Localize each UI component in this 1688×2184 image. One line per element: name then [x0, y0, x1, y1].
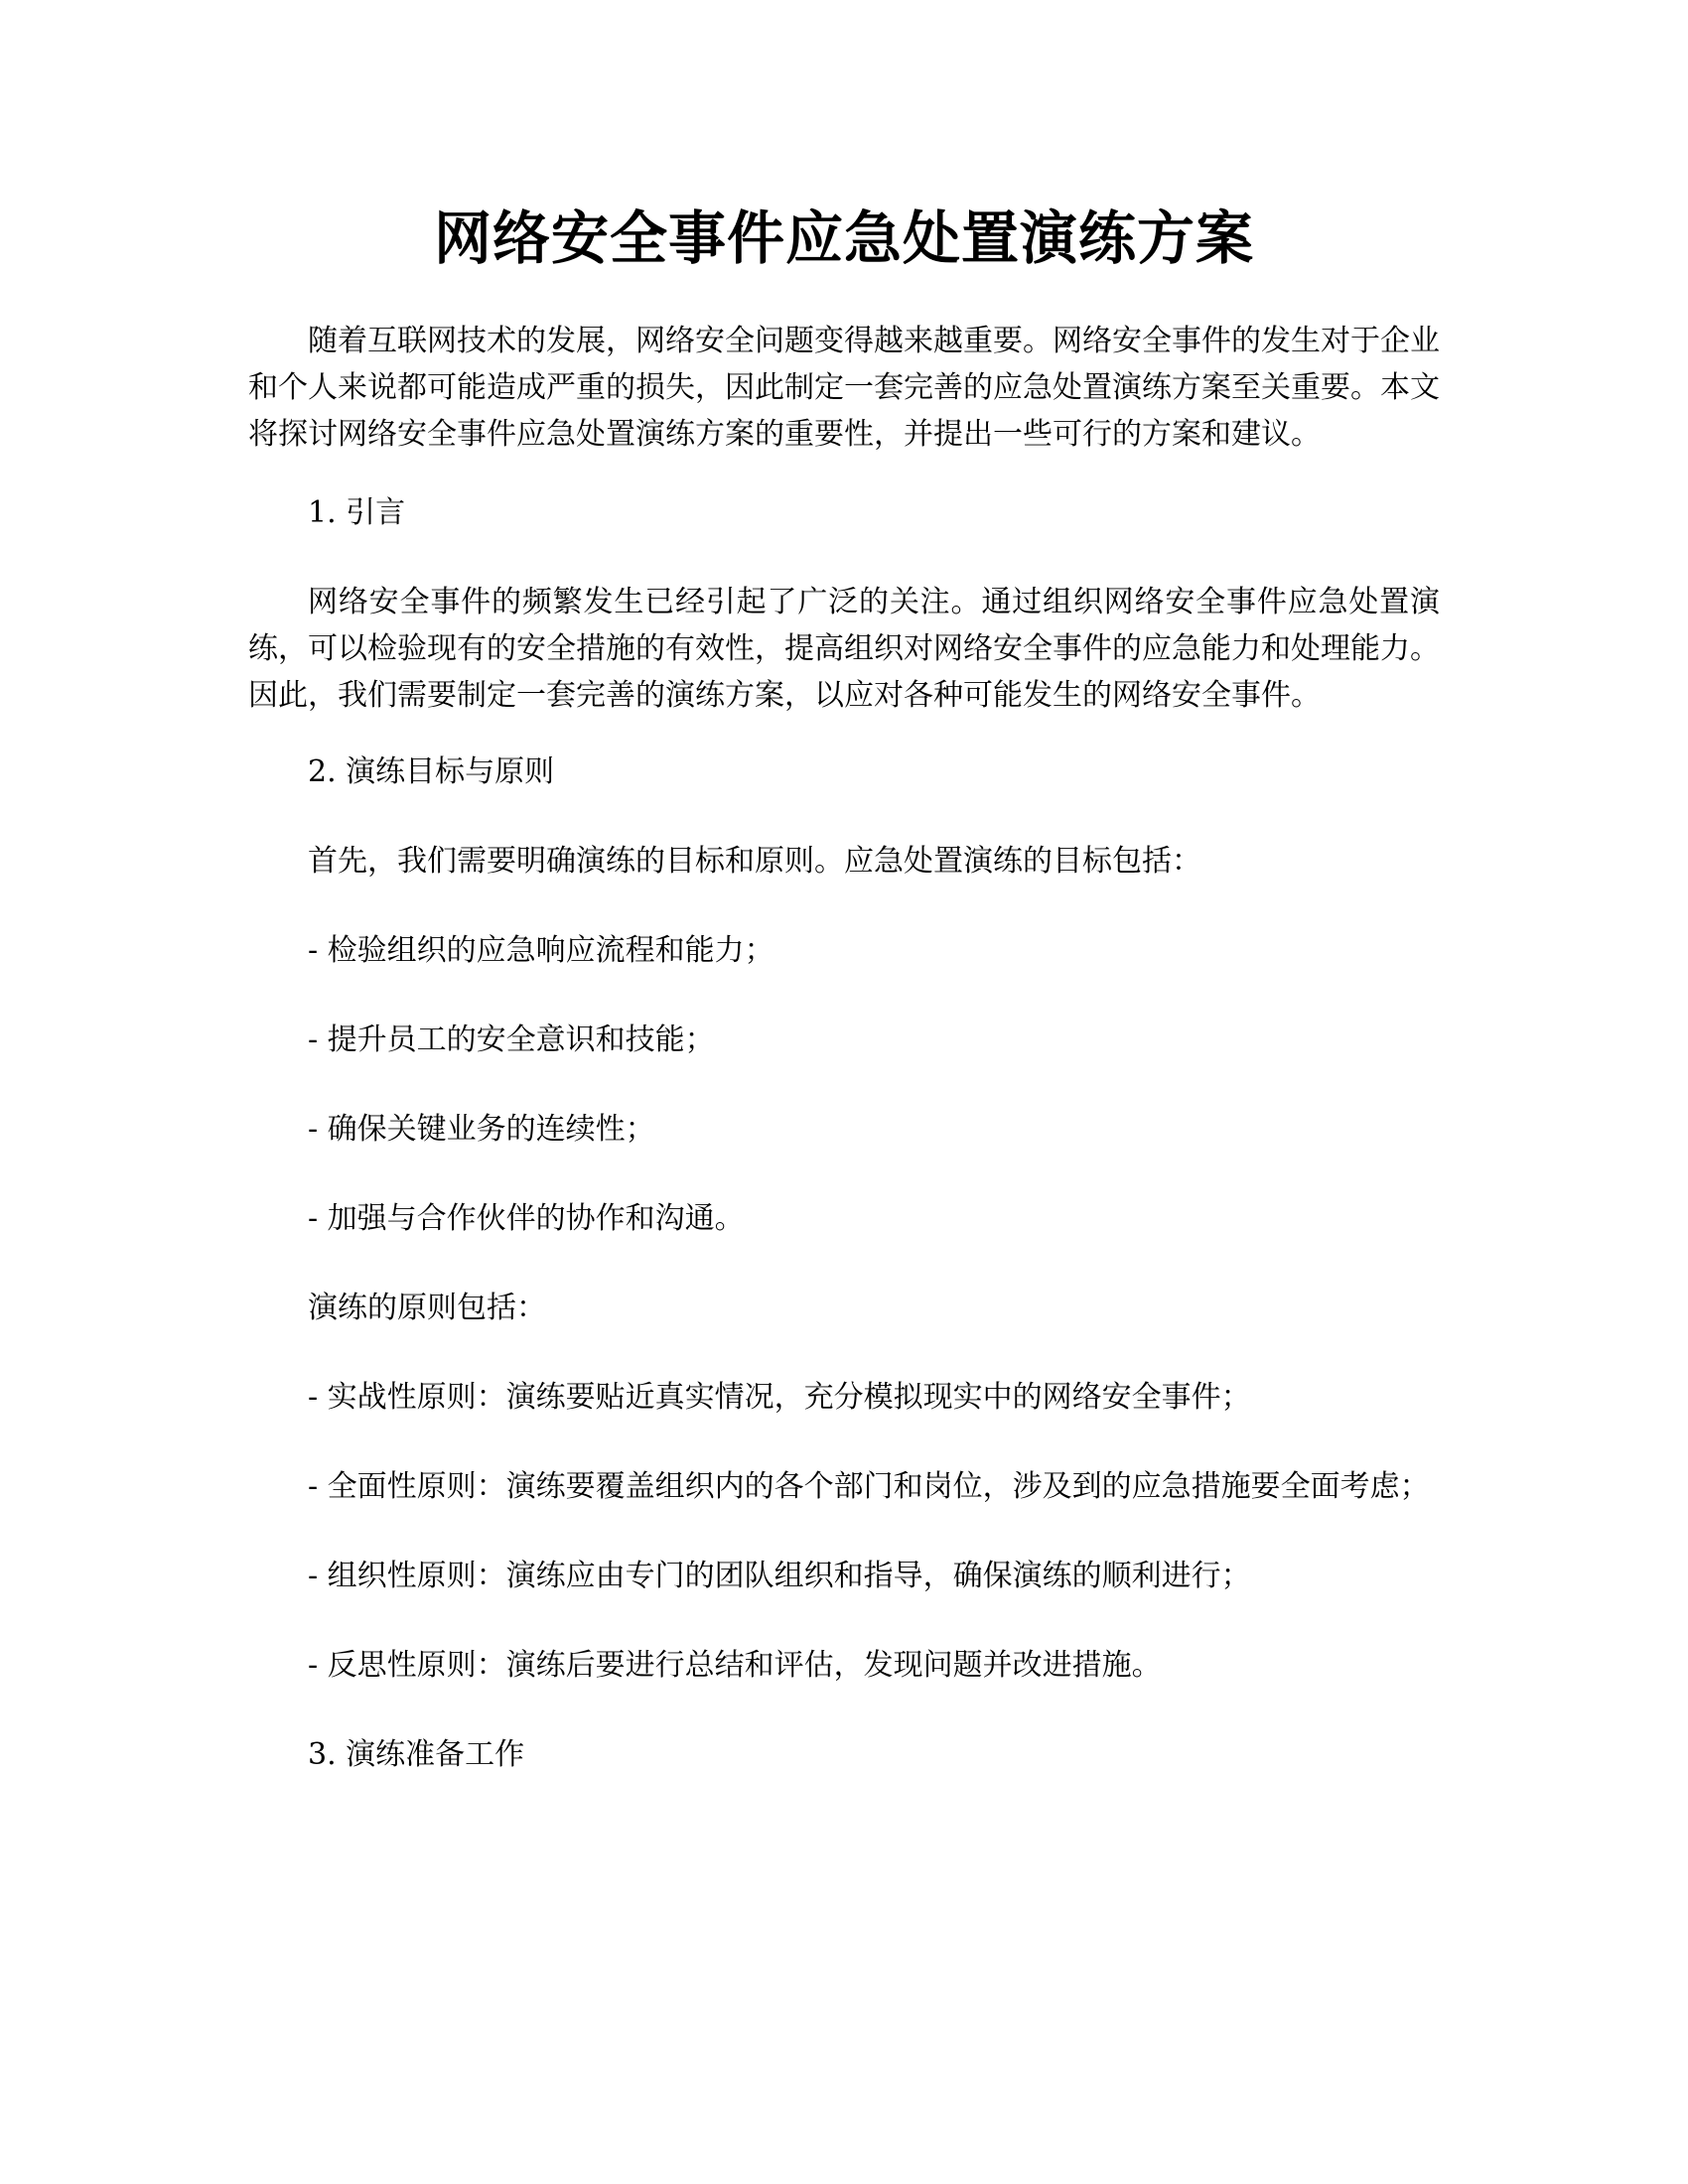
goal-item: - 检验组织的应急响应流程和能力；: [308, 933, 774, 968]
goal-item: - 加强与合作伙伴的协作和沟通。: [308, 1201, 745, 1236]
section-2-heading: 2. 演练目标与原则: [308, 754, 555, 789]
section-2-intro: 首先，我们需要明确演练的目标和原则。应急处置演练的目标包括：: [308, 844, 1201, 879]
principle-item: - 实战性原则：演练要贴近真实情况，充分模拟现实中的网络安全事件；: [308, 1380, 1251, 1415]
goal-item: - 提升员工的安全意识和技能；: [308, 1023, 715, 1057]
section-1-heading: 1. 引言: [308, 495, 406, 530]
principle-item: - 反思性原则：演练后要进行总结和评估，发现问题并改进措施。: [308, 1648, 1162, 1683]
principle-item: - 组织性原则：演练应由专门的团队组织和指导，确保演练的顺利进行；: [308, 1559, 1251, 1593]
principle-item: - 全面性原则：演练要覆盖组织内的各个部门和岗位，涉及到的应急措施要全面考虑；: [308, 1469, 1430, 1504]
document-body: [248, 318, 1440, 1821]
principles-intro: 演练的原则包括：: [308, 1291, 546, 1325]
section-3-heading: 3. 演练准备工作: [308, 1737, 525, 1772]
section-1-paragraph: 网络安全事件的频繁发生已经引起了广泛的关注。通过组织网络安全事件应急处置演练，可以检验现有的安全措施的有效性，提高组织对网络安全事件的应急能力和处理能力。因此，我们需要制定一套完善的演练方案，以应对各种可能发生的网络安全事件。: [248, 585, 1440, 713]
intro-paragraph: 随着互联网技术的发展，网络安全问题变得越来越重要。网络安全事件的发生对于企业和个人来说都可能造成严重的损失，因此制定一套完善的应急处置演练方案至关重要。本文将探讨网络安全事件应急处置演练方案的重要性，并提出一些可行的方案和建议。: [248, 324, 1440, 452]
document-title: 网络安全事件应急处置演练方案: [433, 205, 1254, 272]
goal-item: - 确保关键业务的连续性；: [308, 1112, 655, 1147]
